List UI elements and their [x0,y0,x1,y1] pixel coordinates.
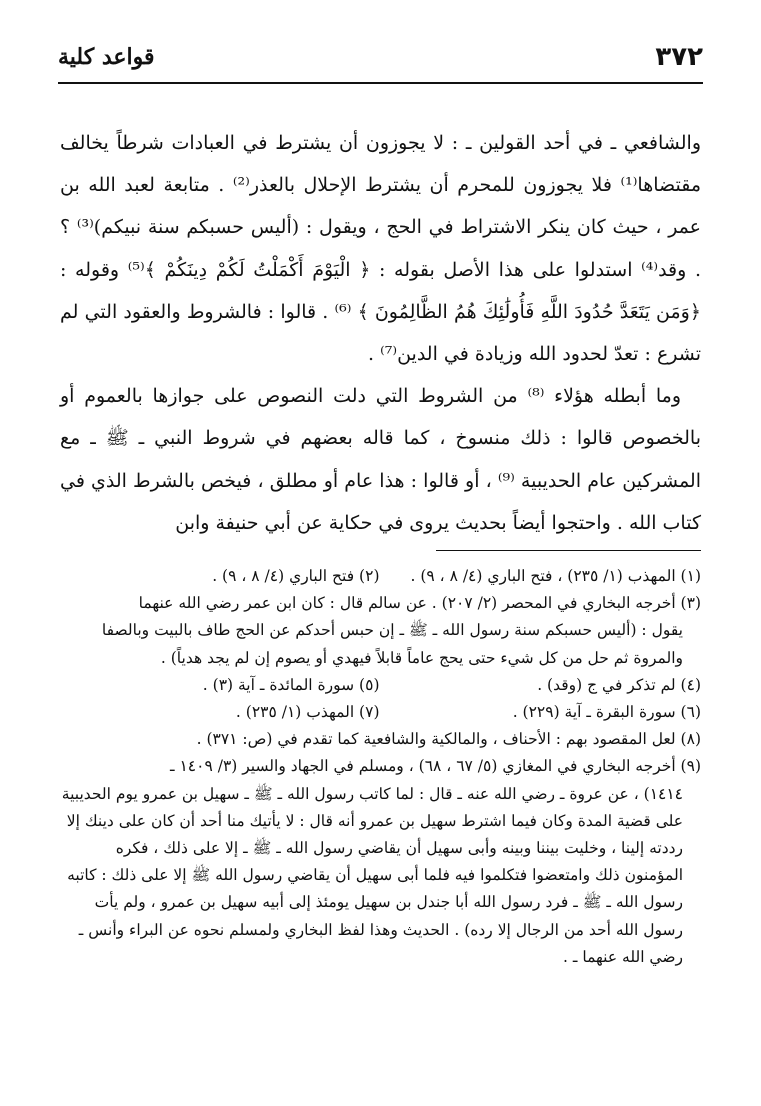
footnote-9-continued: ١٤١٤) ، عن عروة ـ رضي الله عنه ـ قال : لما كاتب رسول الله ـ ﷺ ـ سهيل بن عمرو يوم الحديبية على قضية المدة وكان فيما اشترط سهيل بن عمرو أنه قال : لا يأتيك منا أحد أن كان على دينك إلا رددته إلينا ، وخليت بيننا وبينه وأبى سهيل أن يقاضي رسول الله ـ ﷺ ـ إلا على ذلك ، فكره المؤمنون ذلك وامتعضوا فتكلموا فيه فلما أبى سهيل أن يقاضي رسول الله ﷺ إلا على ذلك : كاتبه رسول الله ـ ﷺ ـ فرد رسول الله أبا جندل بن سهيل يومئذ إلى أبيه سهيل بن عمرو ، ولم يأت رسول الله أحد من الرجال إلا رده) . الحديث وهذا لفظ البخاري ولمسلم نحوه عن البراء وأنس ـ رضي الله عنهما ـ . [61,784,683,966]
footnote-5: (٥) سورة المائدة ـ آية (٣) . [202,675,380,694]
body-paragraph-2: وما أبطله هؤلاء ⁽⁸⁾ من الشروط التي دلت النصوص على جوازها بالعموم أو بالخصوص قالوا : ذلك منسوخ ، كما قاله بعضهم في شروط النبي ـ ﷺ ـ مع المشركين عام الحديبية ⁽⁹⁾ ، أو قالوا : هذا عام أو مطلق ، فيخص بالشرط الذي في كتاب الله . واحتجوا أيضاً بحديث يروى في حكاية عن أبي حنيفة وابن [60,385,701,534]
footnotes [58,563,701,971]
page-header [58,42,703,82]
body-paragraph-1: والشافعي ـ في أحد القولين ـ : لا يجوزون أن يشترط في العبادات شرطاً يخالف مقتضاها⁽¹⁾ فلا يجوزون للمحرم أن يشترط الإحلال بالعذر⁽²⁾ . متابعة لعبد الله بن عمر ، حيث كان ينكر الاشتراط في الحج ، ويقول : (أليس حسبكم سنة نبيكم)⁽³⁾ ؟ . وقد⁽⁴⁾ استدلوا على هذا الأصل بقوله : ﴿ الْيَوْمَ أَكْمَلْتُ لَكُمْ دِينَكُمْ ﴾⁽⁵⁾ وقوله : ﴿وَمَن يَتَعَدَّ حُدُودَ اللَّهِ فَأُولَٰئِكَ هُمُ الظَّالِمُونَ ﴾ ⁽⁶⁾ . قالوا : فالشروط والعقود التي لم تشرع : تعدّ لحدود الله وزيادة في الدين⁽⁷⁾ . [60,132,702,366]
footnote-8: (٨) لعل المقصود بهم : الأحناف ، والمالكية والشافعية كما تقدم في (ص: ٣٧١) . [196,730,701,749]
main-text [60,122,701,544]
footnote-6: (٦) سورة البقرة ـ آية (٢٢٩) . [512,703,701,722]
footnote-1: (١) المهذب (١/ ٢٣٥) ، فتح الباري (٤/ ٨ ، ٩) . [410,567,701,585]
footnote-row [58,699,701,726]
footnote-row [58,563,701,590]
footnote-separator [436,550,701,551]
footnote-4: (٤) لم تذكر في ج (وقد) . [537,675,701,694]
footnote-row [58,672,701,699]
running-title: قواعد كلية [58,44,155,70]
footnote-3-continued: يقول : (أليس حسبكم سنة رسول الله ـ ﷺ ـ إن حبس أحدكم عن الحج طاف بالبيت وبالصفا والمروة ثم حل من كل شيء حتى يحج عاماً قابلاً فيهدي أو يصوم إن لم يجد هدياً) . [101,621,683,667]
page-number: ٣٧٢ [655,42,703,72]
footnote-9: (٩) أخرجه البخاري في المغازي (٥/ ٦٧ ، ٦٨) ، ومسلم في الجهاد والسير (٣/ ١٤٠٩ ـ [170,757,701,776]
footnote-2: (٢) فتح الباري (٤/ ٨ ، ٩) . [212,567,380,585]
footnote-7: (٧) المهذب (١/ ٢٣٥) . [235,703,380,722]
footnote-3: (٣) أخرجه البخاري في المحصر (٢/ ٢٠٧) . عن سالم قال : كان ابن عمر رضي الله عنهما [138,594,701,613]
header-rule [58,82,703,84]
